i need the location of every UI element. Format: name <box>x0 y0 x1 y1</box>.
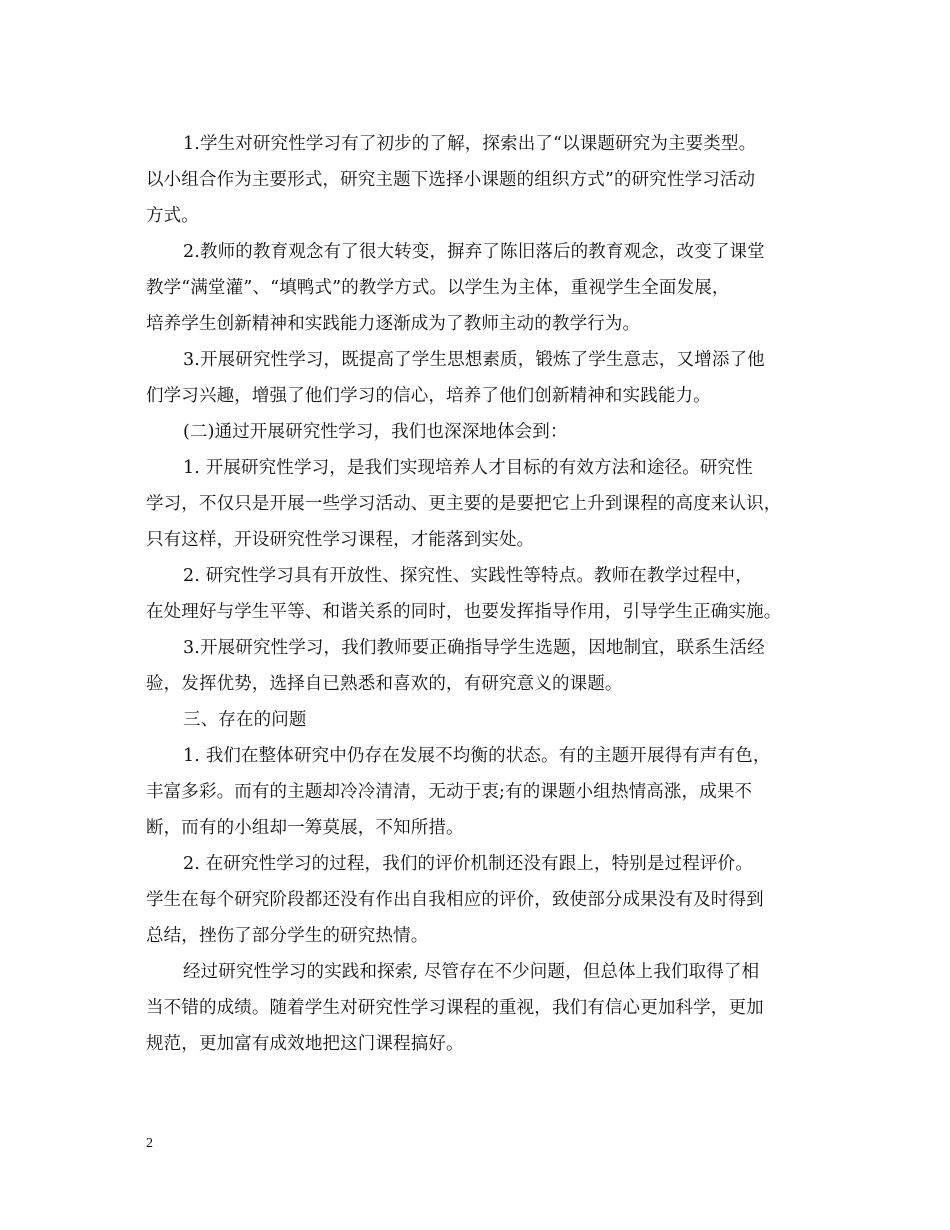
text-line: 1.学生对研究性学习有了初步的了解，探索出了“以课题研究为主要类型。 <box>183 134 757 154</box>
text-line: 丰富多彩。而有的主题却冷冷清清，无动于衷;有的课题小组热情高涨，成果不 <box>146 782 753 802</box>
text-line: 教学“满堂灌”、“填鸭式”的教学方式。以学生为主体，重视学生全面发展， <box>146 278 730 298</box>
text-line: 2. 在研究性学习的过程，我们的评价机制还没有跟上，特别是过程评价。 <box>183 854 753 874</box>
text-line: 当不错的成绩。随着学生对研究性学习课程的重视，我们有信心更加科学，更加 <box>146 998 764 1018</box>
section-heading: (二)通过开展研究性学习，我们也深深地体会到： <box>183 422 568 442</box>
text-line: 们学习兴趣，增强了他们学习的信心，培养了他们创新精神和实践能力。 <box>146 386 711 406</box>
text-line: 以小组合作为主要形式，研究主题下选择小课题的组织方式”的研究性学习活动 <box>146 170 756 190</box>
text-line: 总结，挫伤了部分学生的研究热情。 <box>146 926 429 946</box>
text-line: 学生在每个研究阶段都还没有作出自我相应的评价，致使部分成果没有及时得到 <box>146 890 764 910</box>
text-line: 验，发挥优势，选择自已熟悉和喜欢的，有研究意义的课题。 <box>146 674 623 694</box>
text-line: 经过研究性学习的实践和探索, 尽管存在不少问题，但总体上我们取得了相 <box>183 962 760 982</box>
text-line: 2.教师的教育观念有了很大转变，摒弃了陈旧落后的教育观念，改变了课堂 <box>183 242 765 262</box>
text-line: 学习，不仅只是开展一些学习活动、更主要的是要把它上升到课程的高度来认识， <box>146 494 782 514</box>
text-line: 方式。 <box>146 206 199 226</box>
text-line: 只有这样，开设研究性学习课程，才能落到实处。 <box>146 530 535 550</box>
text-line: 在处理好与学生平等、和谐关系的同时，也要发挥指导作用，引导学生正确实施。 <box>146 602 782 622</box>
text-line: 3.开展研究性学习，我们教师要正确指导学生选题，因地制宜，联系生活经 <box>183 638 765 658</box>
text-line: 1. 我们在整体研究中仍存在发展不均衡的状态。有的主题开展得有声有色， <box>183 746 771 766</box>
text-line: 培养学生创新精神和实践能力逐渐成为了教师主动的教学行为。 <box>146 314 641 334</box>
section-heading: 三、存在的问题 <box>183 710 307 730</box>
text-line: 规范，更加富有成效地把这门课程搞好。 <box>146 1034 464 1054</box>
text-line: 2. 研究性学习具有开放性、探究性、实践性等特点。教师在教学过程中， <box>183 566 753 586</box>
page-number: 2 <box>146 1136 153 1151</box>
text-line: 1. 开展研究性学习，是我们实现培养人才目标的有效方法和途径。研究性 <box>183 458 753 478</box>
text-line: 断，而有的小组却一筹莫展，不知所措。 <box>146 818 464 838</box>
text-line: 3.开展研究性学习，既提高了学生思想素质，锻炼了学生意志，又增添了他 <box>183 350 765 370</box>
